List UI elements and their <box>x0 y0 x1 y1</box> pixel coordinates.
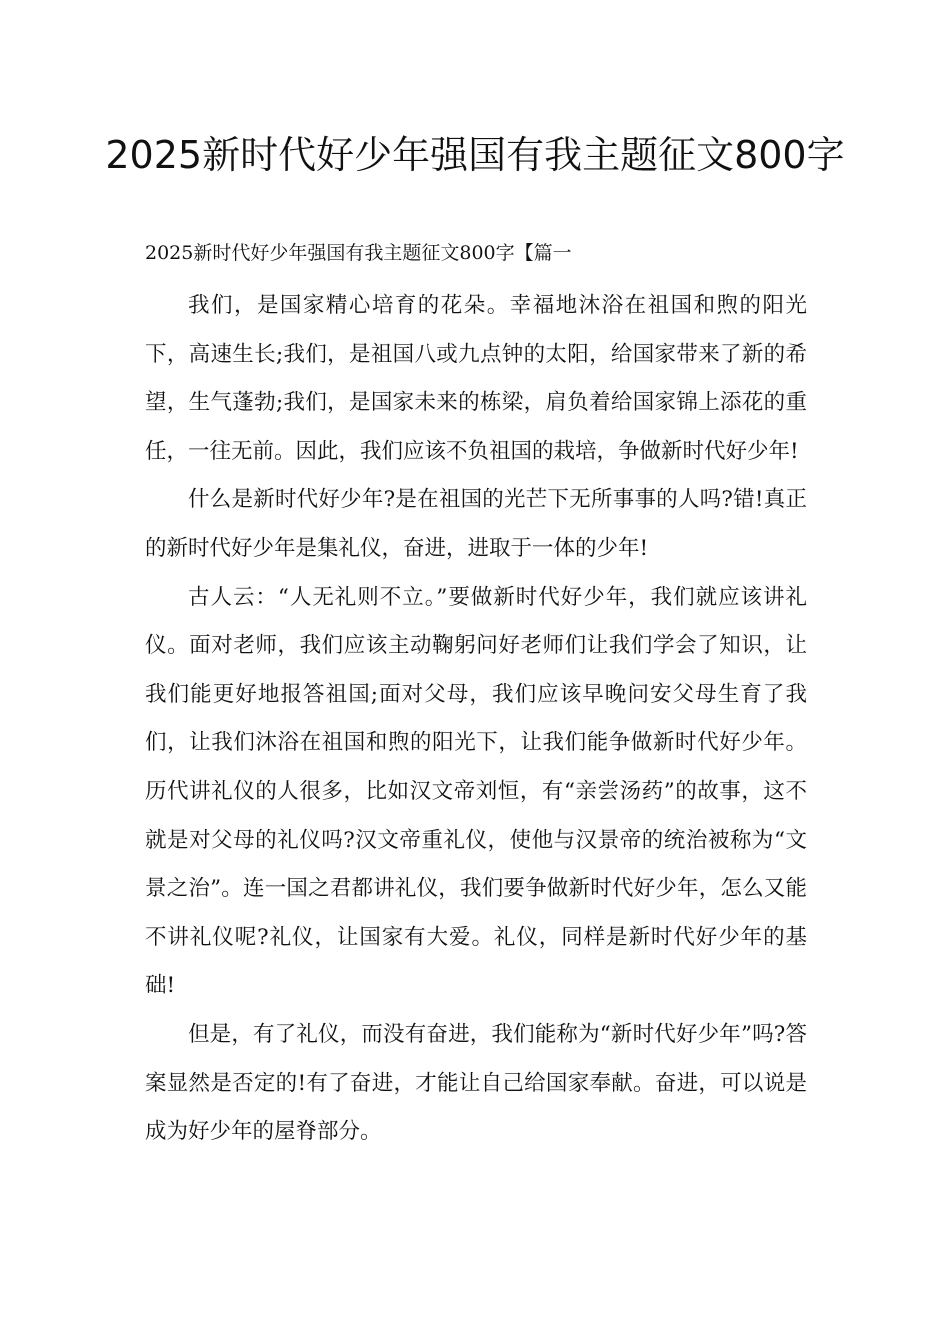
paragraph: 什么是新时代好少年?是在祖国的光芒下无所事事的人吗?错!真正的新时代好少年是集礼仪，奋进，进取于一体的少年! <box>145 487 807 561</box>
paragraph: 古人云：“人无礼则不立。”要做新时代好少年，我们就应该讲礼仪。面对老师，我们应该主动鞠躬问好老师们让我们学会了知识，让我们能更好地报答祖国;面对父母，我们应该早晚问安父母生育了我们，让我们沐浴在祖国和煦的阳光下，让我们能争做新时代好少年。历代讲礼仪的人很多，比如汉文帝刘恒，有“亲尝汤药”的故事，这不就是对父母的礼仪吗?汉文帝重礼仪，使他与汉景帝的统治被称为“文景之治”。连一国之君都讲礼仪，我们要争做新时代好少年，怎么又能不讲礼仪呢?礼仪，让国家有大爱。礼仪，同样是新时代好少年的基础! <box>145 584 807 999</box>
paragraph: 但是，有了礼仪，而没有奋进，我们能称为“新时代好少年”吗?答案显然是否定的!有了奋进，才能让自己给国家奉献。奋进，可以说是成为好少年的屋脊部分。 <box>145 1021 807 1145</box>
document-title: 2025新时代好少年强国有我主题征文800字 <box>105 133 845 177</box>
document-body <box>145 282 807 1157</box>
paragraph: 我们，是国家精心培育的花朵。幸福地沐浴在祖国和煦的阳光下，高速生长;我们，是祖国八或九点钟的太阳，给国家带来了新的希望，生气蓬勃;我们，是国家未来的栋梁，肩负着给国家锦上添花的重任，一往无前。因此，我们应该不负祖国的栽培，争做新时代好少年! <box>145 293 807 464</box>
document-subtitle: 2025新时代好少年强国有我主题征文800字【篇一 <box>145 242 572 264</box>
